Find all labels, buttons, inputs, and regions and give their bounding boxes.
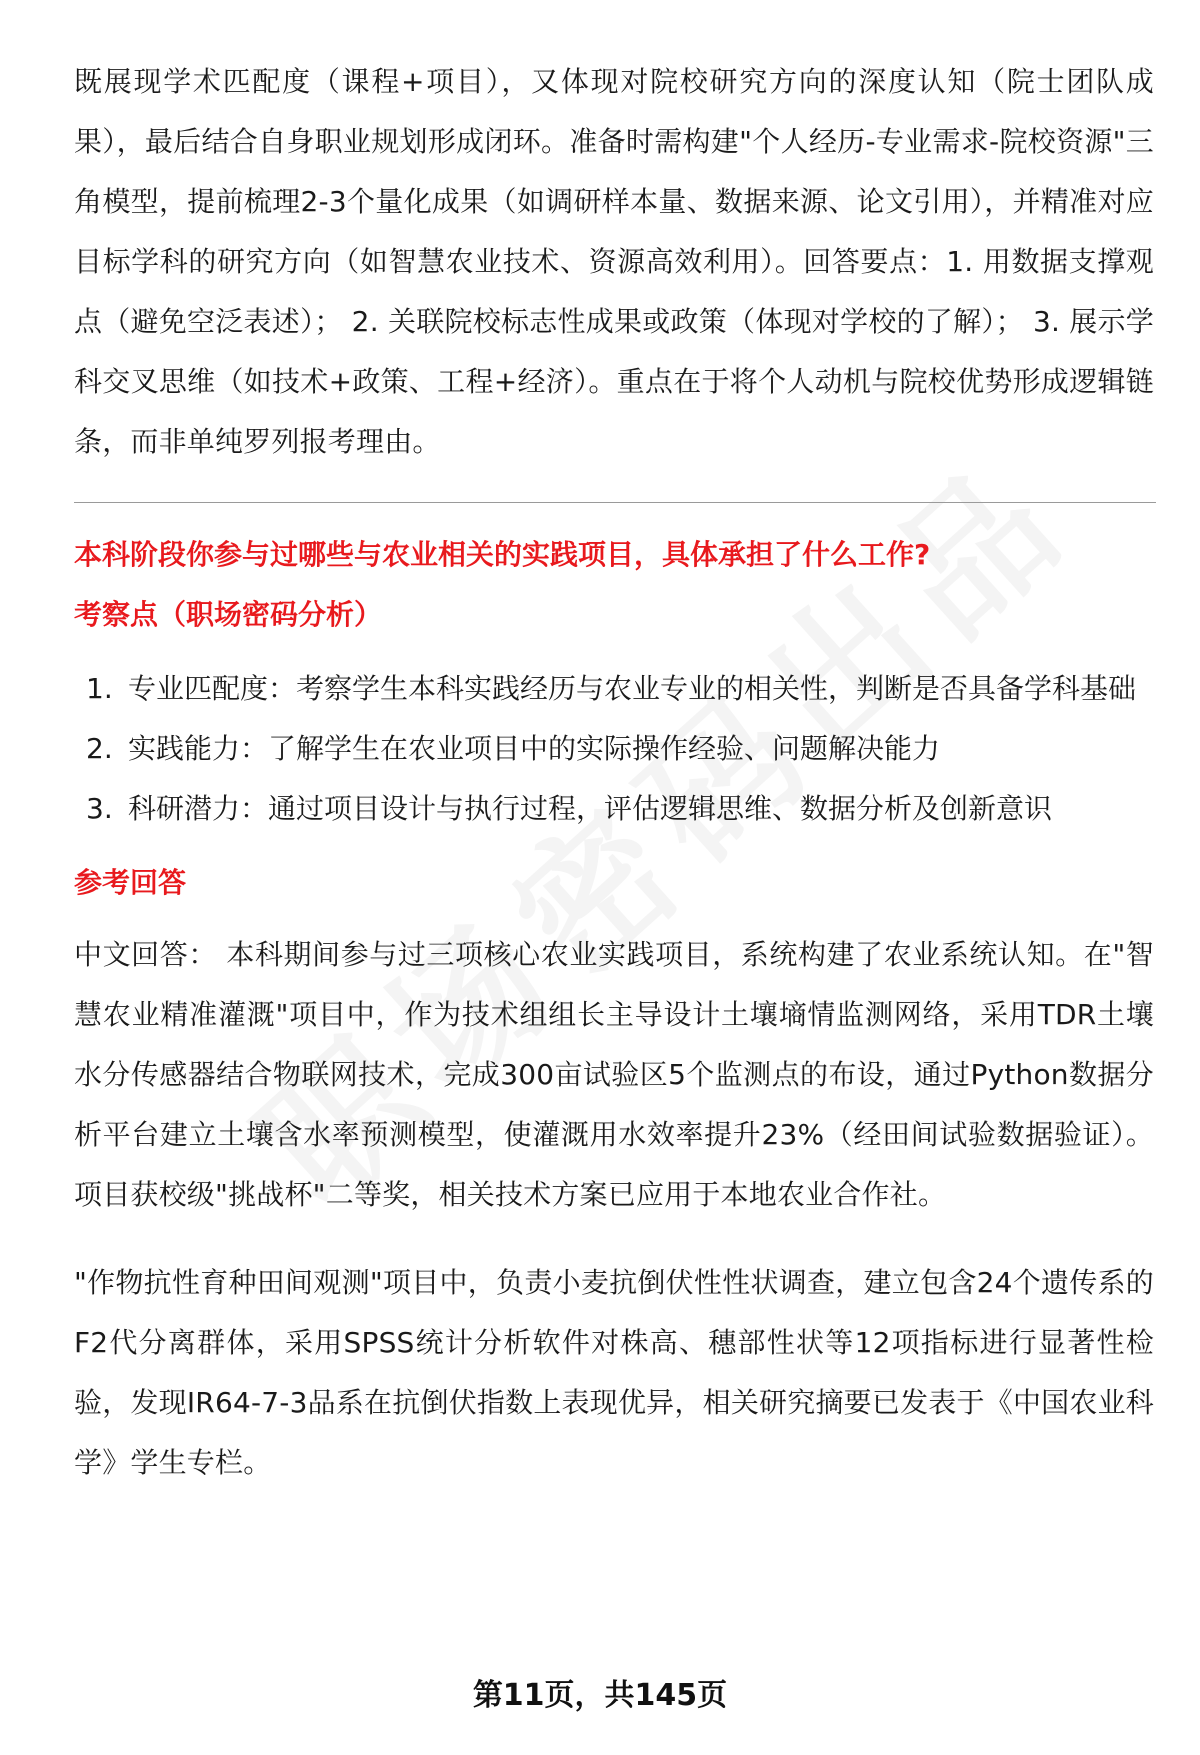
list-item [74,719,1154,779]
page-number: 第11页，共145页 [472,1678,728,1713]
answer-paragraph: 中文回答： 本科期间参与过三项核心农业实践项目，系统构建了农业系统认知。在"智慧农业精准灌溉"项目中，作为技术组组长主导设计土壤墒情监测网络，采用TDR土壤水分传感器结合物联网技术，完成300亩试验区5个监测点的布设，通过Python数据分析平台建立土壤含水率预测模型，使灌溉用水效率提升23%（经田间试验数据验证）。项目获校级"挑战杯"二等奖，相关技术方案已应用于本地农业合作社。 [74,938,1154,1211]
list-item [74,659,1154,719]
section-divider [74,502,1156,503]
list-item-text: 专业匹配度：考察学生本科实践经历与农业专业的相关性，判断是否具备学科基础 [128,672,1137,705]
list-number: 1. [86,672,113,705]
list-item [74,779,1154,839]
answer-paragraph: "作物抗性育种田间观测"项目中，负责小麦抗倒伏性性状调查，建立包含24个遗传系的F2代分离群体，采用SPSS统计分析软件对株高、穗部性状等12项指标进行显著性检验，发现IR64-7-3品系在抗倒伏指数上表现优异，相关研究摘要已发表于《中国农业科学》学生专栏。 [74,1266,1154,1479]
question-heading: 本科阶段你参与过哪些与农业相关的实践项目，具体承担了什么工作? [74,538,931,571]
analysis-title: 考察点（职场密码分析） [74,598,383,631]
analysis-list [74,659,1154,839]
intro-paragraph: 既展现学术匹配度（课程+项目），又体现对院校研究方向的深度认知（院士团队成果），最后结合自身职业规划形成闭环。准备时需构建"个人经历-专业需求-院校资源"三角模型，提前梳理2-3个量化成果（如调研样本量、数据来源、论文引用），并精准对应目标学科的研究方向（如智慧农业技术、资源高效利用）。回答要点：1. 用数据支撑观点（避免空泛表述）； 2. 关联院校标志性成果或政策（体现对学校的了解）； 3. 展示学科交叉思维（如技术+政策、工程+经济）。重点在于将个人动机与院校优势形成逻辑链条，而非单纯罗列报考理由。 [74,65,1154,458]
list-number: 2. [86,732,113,765]
list-item-text: 科研潜力：通过项目设计与执行过程，评估逻辑思维、数据分析及创新意识 [128,792,1053,825]
list-item-text: 实践能力：了解学生在农业项目中的实际操作经验、问题解决能力 [128,732,941,765]
document-page [74,52,1154,1493]
list-number: 3. [86,792,113,825]
answer-title: 参考回答 [74,866,187,899]
